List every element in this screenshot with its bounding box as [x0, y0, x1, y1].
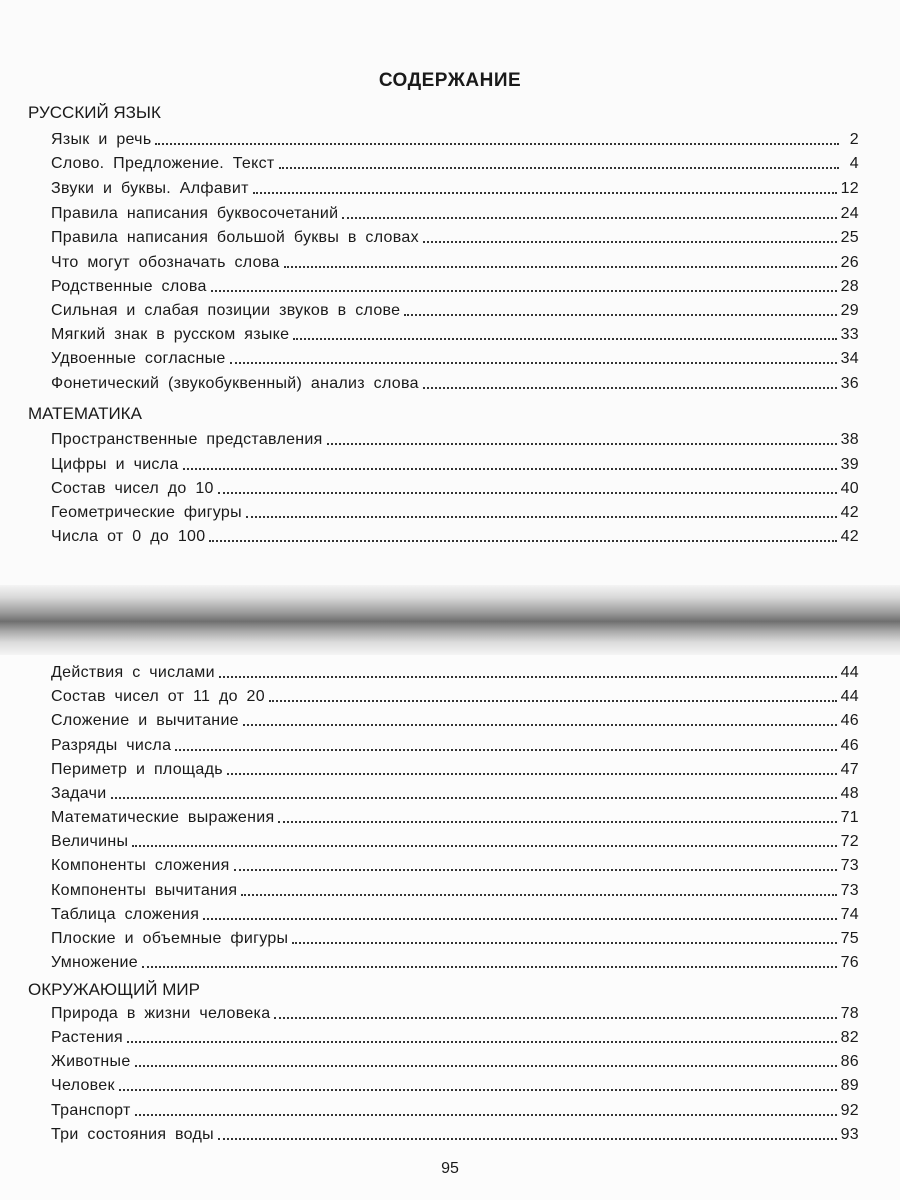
toc-entry-label: Цифры и числа — [51, 456, 179, 473]
toc-entry-label: Звуки и буквы. Алфавит — [51, 180, 249, 197]
page-fold-shadow — [0, 585, 900, 655]
toc-leader-dots — [127, 1040, 837, 1043]
toc-leader-dots — [211, 289, 837, 292]
section-heading-math: МАТЕМАТИКА — [28, 404, 142, 423]
toc-leader-dots — [279, 166, 839, 169]
toc-entry-label: Язык и речь — [51, 131, 152, 148]
toc-entry[interactable] — [51, 371, 859, 393]
toc-entry-label: Умножение — [51, 954, 138, 971]
toc-entry[interactable] — [51, 1073, 859, 1095]
toc-entry-page: 46 — [840, 712, 859, 729]
toc-entry-page: 48 — [840, 785, 859, 802]
toc-leader-dots — [278, 820, 836, 823]
toc-leader-dots — [246, 515, 837, 518]
toc-leader-dots — [269, 699, 837, 702]
toc-entry-label: Математические выражения — [51, 809, 275, 826]
toc-entry-label: Слово. Предложение. Текст — [51, 155, 275, 172]
toc-entry[interactable] — [51, 201, 859, 223]
toc-entry[interactable] — [51, 878, 859, 900]
toc-entry[interactable] — [51, 829, 859, 851]
toc-entry[interactable] — [51, 346, 859, 368]
toc-entry[interactable] — [51, 476, 859, 498]
toc-leader-dots — [119, 1088, 837, 1091]
toc-entry-label: Пространственные представления — [51, 431, 323, 448]
toc-entry-label: Правила написания большой буквы в словах — [51, 229, 419, 246]
toc-entry-label: Разряды числа — [51, 737, 172, 754]
toc-entry-label: Компоненты сложения — [51, 857, 230, 874]
toc-entry-page: 40 — [840, 480, 859, 497]
toc-entry[interactable] — [51, 708, 859, 730]
toc-entry-page: 46 — [840, 737, 859, 754]
toc-entry-page: 2 — [849, 131, 859, 148]
toc-entry[interactable] — [51, 805, 859, 827]
toc-leader-dots — [234, 868, 837, 871]
toc-entry-label: Три состояния воды — [51, 1126, 214, 1143]
toc-entry-page: 78 — [840, 1005, 859, 1022]
toc-entry[interactable] — [51, 1122, 859, 1144]
toc-entry-page: 33 — [840, 326, 859, 343]
toc-leader-dots — [284, 265, 837, 268]
toc-entry[interactable] — [51, 781, 859, 803]
toc-entry[interactable] — [51, 950, 859, 972]
toc-entry-page: 76 — [840, 954, 859, 971]
contents-title: СОДЕРЖАНИЕ — [378, 70, 522, 91]
toc-entry-label: Состав чисел от 11 до 20 — [51, 688, 265, 705]
toc-entry-label: Задачи — [51, 785, 107, 802]
toc-entry-page: 4 — [849, 155, 859, 172]
toc-leader-dots — [423, 386, 837, 389]
toc-leader-dots — [135, 1113, 837, 1116]
toc-entry[interactable] — [51, 1001, 859, 1023]
toc-entry-page: 93 — [840, 1126, 859, 1143]
toc-entry-label: Транспорт — [51, 1102, 131, 1119]
toc-leader-dots — [292, 941, 836, 944]
toc-entry-label: Человек — [51, 1077, 115, 1094]
toc-leader-dots — [227, 772, 837, 775]
section-heading-world: ОКРУЖАЮЩИЙ МИР — [28, 980, 200, 999]
toc-entry[interactable] — [51, 524, 859, 546]
toc-entry-page: 44 — [840, 664, 859, 681]
toc-entry-page: 72 — [840, 833, 859, 850]
toc-entry[interactable] — [51, 250, 859, 272]
toc-entry-page: 42 — [840, 504, 859, 521]
toc-entry-label: Животные — [51, 1053, 131, 1070]
toc-leader-dots — [293, 337, 836, 340]
toc-leader-dots — [175, 748, 836, 751]
toc-entry[interactable] — [51, 733, 859, 755]
toc-entry[interactable] — [51, 225, 859, 247]
section-heading-russian: РУССКИЙ ЯЗЫК — [28, 103, 161, 122]
toc-entry-page: 75 — [840, 930, 859, 947]
toc-entry-label: Природа в жизни человека — [51, 1005, 271, 1022]
toc-leader-dots — [342, 216, 836, 219]
toc-entry-page: 86 — [840, 1053, 859, 1070]
toc-entry-page: 34 — [840, 350, 859, 367]
toc-entry-label: Компоненты вычитания — [51, 882, 238, 899]
toc-entry[interactable] — [51, 926, 859, 948]
toc-entry[interactable] — [51, 684, 859, 706]
toc-entry[interactable] — [51, 127, 859, 149]
toc-entry[interactable] — [51, 427, 859, 449]
toc-entry-label: Сложение и вычитание — [51, 712, 239, 729]
toc-entry-page: 42 — [840, 528, 859, 545]
toc-entry-label: Таблица сложения — [51, 906, 200, 923]
toc-entry-page: 39 — [840, 456, 859, 473]
toc-entry-label: Правила написания буквосочетаний — [51, 205, 339, 222]
toc-entry-page: 25 — [840, 229, 859, 246]
toc-entry-label: Величины — [51, 833, 129, 850]
toc-entry[interactable] — [51, 322, 859, 344]
toc-entry-page: 47 — [840, 761, 859, 778]
toc-entry-page: 38 — [840, 431, 859, 448]
toc-entry[interactable] — [51, 1025, 859, 1047]
toc-entry-page: 12 — [840, 180, 859, 197]
toc-entry-page: 74 — [840, 906, 859, 923]
toc-entry-page: 44 — [840, 688, 859, 705]
toc-leader-dots — [155, 142, 839, 145]
toc-leader-dots — [132, 844, 836, 847]
toc-entry-label: Плоские и объемные фигуры — [51, 930, 289, 947]
toc-entry-label: Растения — [51, 1029, 123, 1046]
toc-leader-dots — [203, 917, 836, 920]
toc-entry-label: Фонетический (звукобуквенный) анализ слова — [51, 375, 419, 392]
toc-entry-label: Состав чисел до 10 — [51, 480, 214, 497]
toc-entry-page: 71 — [840, 809, 859, 826]
toc-entry[interactable] — [51, 1049, 859, 1071]
toc-leader-dots — [404, 313, 836, 316]
toc-leader-dots — [218, 491, 837, 494]
toc-entry-page: 92 — [840, 1102, 859, 1119]
toc-leader-dots — [253, 191, 837, 194]
toc-entry-label: Геометрические фигуры — [51, 504, 242, 521]
toc-entry[interactable] — [51, 660, 859, 682]
toc-entry[interactable] — [51, 452, 859, 474]
page-number: 95 — [441, 1160, 459, 1177]
toc-entry[interactable] — [51, 274, 859, 296]
toc-entry-label: Сильная и слабая позиции звуков в слове — [51, 302, 401, 319]
toc-entry-page: 24 — [840, 205, 859, 222]
toc-leader-dots — [142, 965, 837, 968]
toc-entry-page: 82 — [840, 1029, 859, 1046]
toc-leader-dots — [423, 240, 837, 243]
toc-entry-label: Что могут обозначать слова — [51, 254, 280, 271]
toc-entry[interactable] — [51, 176, 859, 198]
toc-entry[interactable] — [51, 853, 859, 875]
toc-leader-dots — [243, 723, 837, 726]
toc-entry-label: Действия с числами — [51, 664, 215, 681]
toc-entry-label: Родственные слова — [51, 278, 207, 295]
toc-leader-dots — [111, 796, 837, 799]
toc-leader-dots — [274, 1016, 836, 1019]
toc-entry[interactable] — [51, 1098, 859, 1120]
toc-leader-dots — [183, 467, 837, 470]
toc-entry-label: Периметр и площадь — [51, 761, 223, 778]
toc-leader-dots — [241, 893, 836, 896]
toc-leader-dots — [230, 361, 837, 364]
toc-leader-dots — [218, 1137, 837, 1140]
toc-entry-page: 89 — [840, 1077, 859, 1094]
toc-leader-dots — [219, 675, 837, 678]
toc-entry[interactable] — [51, 902, 859, 924]
toc-entry-page: 36 — [840, 375, 859, 392]
toc-entry-page: 29 — [840, 302, 859, 319]
toc-entry-page: 73 — [840, 857, 859, 874]
toc-entry-page: 73 — [840, 882, 859, 899]
toc-leader-dots — [209, 539, 836, 542]
toc-entry-label: Мягкий знак в русском языке — [51, 326, 290, 343]
toc-entry[interactable] — [51, 298, 859, 320]
toc-entry[interactable] — [51, 151, 859, 173]
toc-entry-page: 26 — [840, 254, 859, 271]
toc-entry[interactable] — [51, 500, 859, 522]
toc-entry[interactable] — [51, 757, 859, 779]
toc-entry-label: Удвоенные согласные — [51, 350, 226, 367]
toc-entry-label: Числа от 0 до 100 — [51, 528, 206, 545]
toc-leader-dots — [135, 1064, 837, 1067]
toc-leader-dots — [327, 442, 837, 445]
toc-entry-page: 28 — [840, 278, 859, 295]
